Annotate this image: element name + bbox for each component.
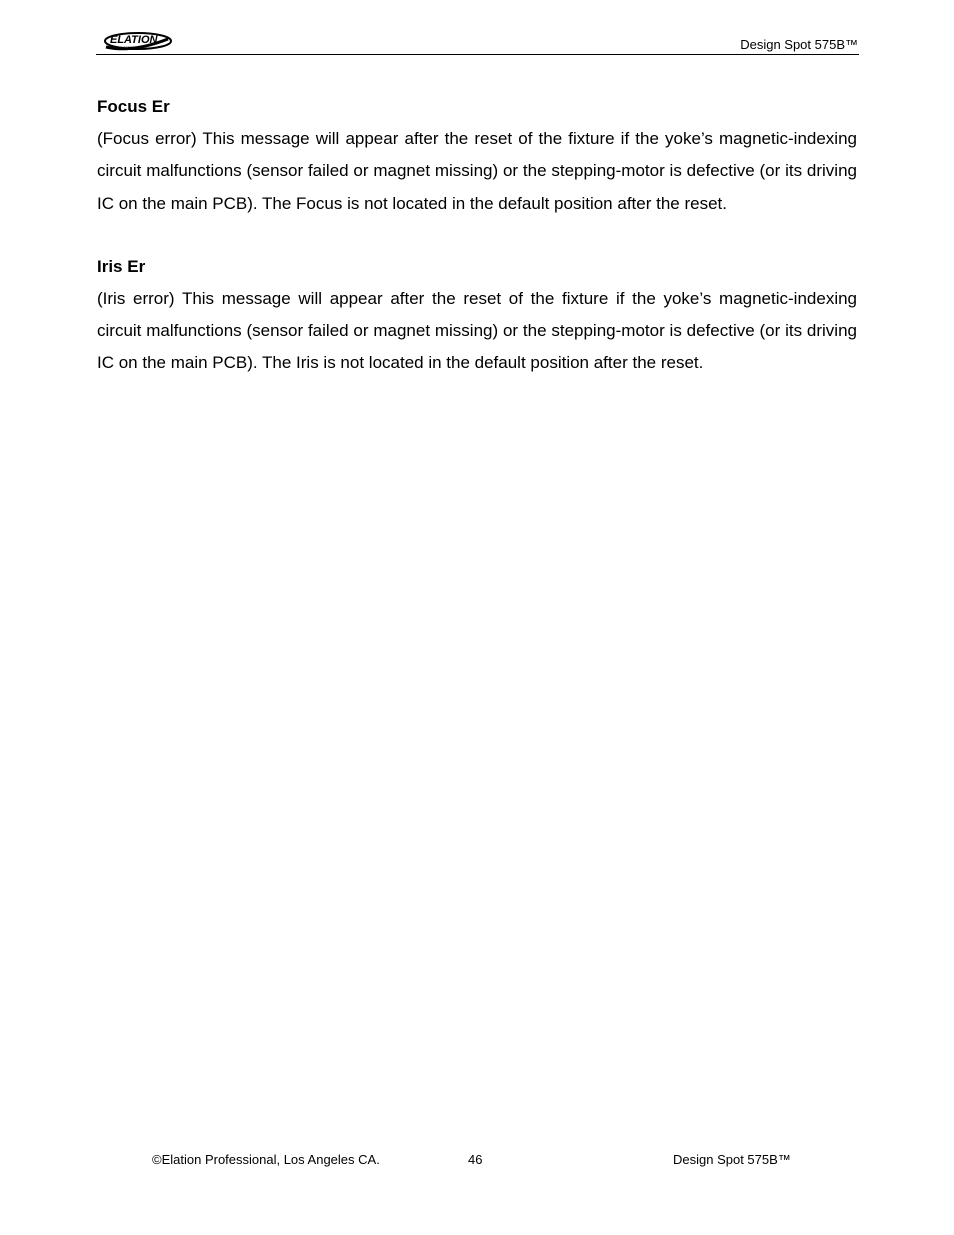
section-focus-error — [97, 91, 857, 220]
elation-logo — [102, 29, 172, 51]
section-body: (Focus error) This message will appear after the reset of the fixture if the yoke’s magnetic-indexing circuit malfunctions (sensor failed or magnet missing) or the stepping-motor is defective (or its driving IC on the main PCB). The Focus is not located in the default position after the reset. — [97, 129, 857, 213]
section-heading: Focus Er — [97, 97, 170, 116]
header-document-title: Design Spot 575B™ — [740, 37, 858, 52]
section-iris-error — [97, 251, 857, 380]
footer-product-name: Design Spot 575B™ — [673, 1152, 791, 1167]
page-content — [97, 91, 857, 411]
logo-subtext: PROFESSIONAL — [118, 46, 146, 50]
section-heading: Iris Er — [97, 256, 146, 276]
logo-text: ELATION — [110, 34, 158, 46]
section-body: (Iris error) This message will appear after the reset of the fixture if the yoke’s magnetic-indexing circuit malfunctions (sensor failed or magnet missing) or the stepping-motor is defective (or its driving IC on the main PCB). The Iris is not located in the default position after the reset. — [97, 288, 857, 373]
page-header — [96, 26, 859, 55]
page-footer — [0, 1151, 954, 1169]
footer-copyright: ©Elation Professional, Los Angeles CA. — [152, 1152, 380, 1167]
footer-page-number: 46 — [468, 1152, 483, 1167]
